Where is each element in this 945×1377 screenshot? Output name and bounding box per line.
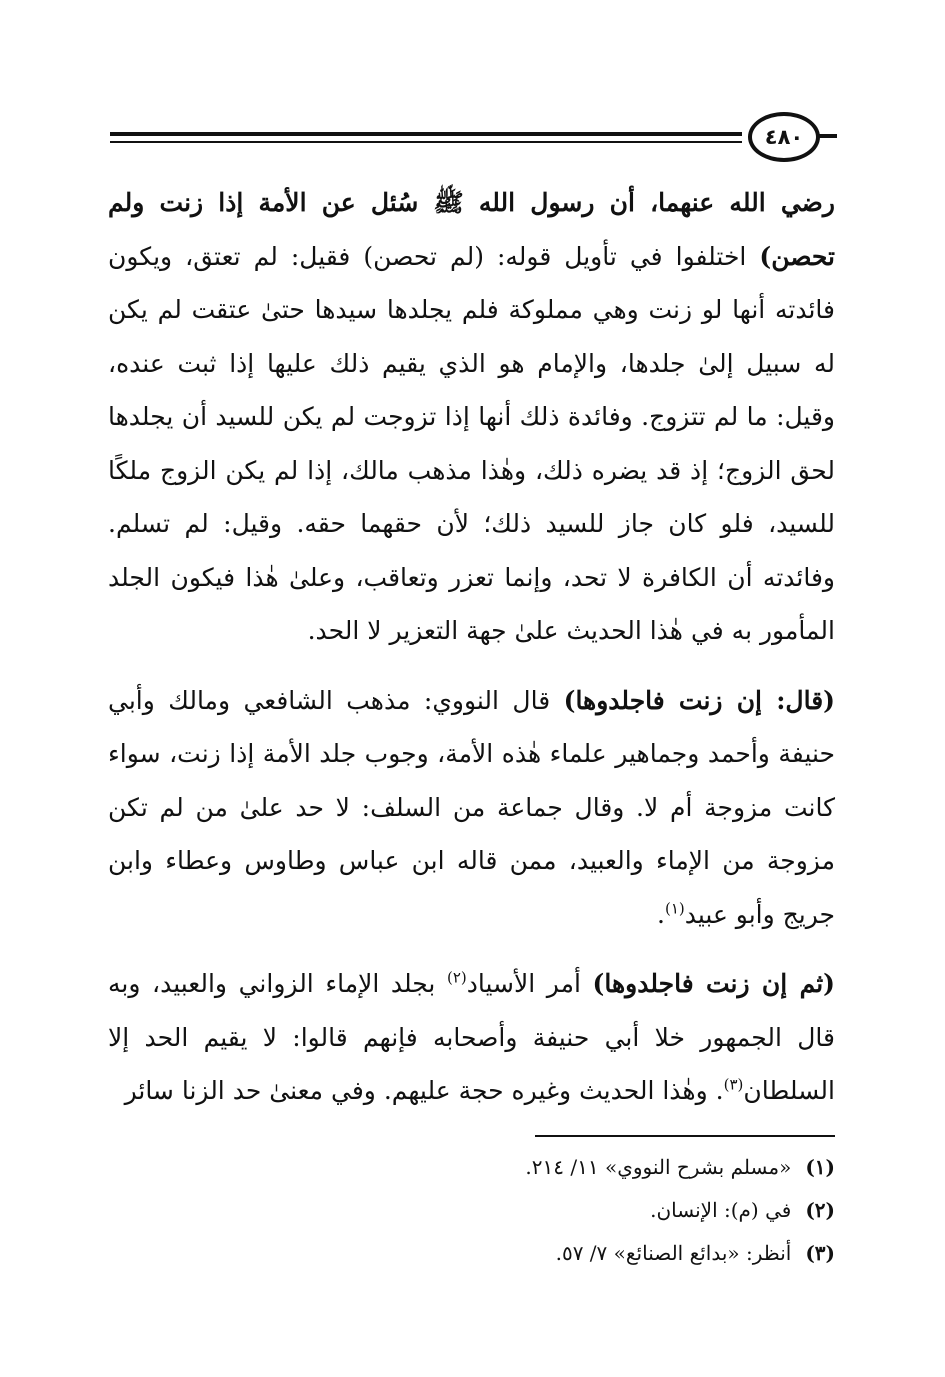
footnote-1: [108, 1146, 835, 1189]
header-rule-thin: [110, 141, 742, 143]
footnote-separator: [535, 1135, 835, 1137]
paragraph-2-lead: (قال: إن زنت فاجلدوها): [563, 685, 835, 715]
footnote-text: في (م): الإنسان.: [650, 1198, 792, 1222]
paragraph-1-lead: رضي الله عنهما، أن رسول الله ﷺ سُئل عن الأمة إذا زنت ولم تحصن): [108, 188, 835, 271]
paragraph-2-tail: .: [657, 899, 665, 929]
footnote-text: أنظر: «بدائع الصنائع» ٧/ ٥٧.: [555, 1241, 792, 1265]
paragraph-3-text-c: . وهٰذا الحديث وغيره حجة عليهم. وفي معنىٰ حد الزنا سائر: [124, 1076, 724, 1105]
footnotes: [108, 1146, 835, 1275]
footnote-3: [108, 1232, 835, 1275]
paragraph-2-text: قال النووي: مذهب الشافعي ومالك وأبي حنيفة وأحمد وجماهير علماء هٰذه الأمة، وجوب جلد الأمة إذا زنت، سواء كانت مزوجة أم لا. وقال جماعة من السلف: لا حد علىٰ من لم تكن مزوجة من الإماء والعبيد، ممن قاله ابن عباس وطاوس وعطاء وابن جريج وأبو عبيد: [108, 685, 835, 929]
footnote-ref-1: (١): [664, 899, 685, 918]
footnote-2: [108, 1189, 835, 1232]
footnote-ref-3: (٣): [723, 1075, 744, 1094]
header-rule-right-stub: [817, 134, 837, 138]
paragraph-1-text: اختلفوا في تأويل قوله: (لم تحصن) فقيل: لم تعتق، ويكون فائدته أنها لو زنت وهي مملوكة فلم يجلدها سيدها حتىٰ عتقت لم يكن له سبيل إلىٰ جلدها، والإمام هو الذي يقيم ذلك عليها إذا ثبت عنده، وقيل: ما لم تتزوج. وفائدة ذلك أنها إذا تزوجت لم يكن للسيد أن يجلدها لحق الزوج؛ إذ قد يضره ذلك، وهٰذا مذهب مالك، إذا لم يكن الزوج ملكًا للسيد، فلو كان جاز للسيد ذلك؛ لأن حقهما حقه. وقيل: لم تسلم. وفائدته أن الكافرة لا تحد، وإنما تعزر وتعاقب، وعلىٰ هٰذا فيكون الجلد المأمور به في هٰذا الحديث علىٰ جهة التعزير لا الحد.: [108, 241, 835, 645]
header-rule-thick: [110, 132, 742, 136]
paragraph-2: [108, 674, 835, 942]
footnote-number: (٢): [805, 1198, 835, 1222]
paragraph-1: [108, 176, 835, 658]
footnote-ref-2: (٢): [446, 968, 467, 987]
main-text: [108, 176, 835, 1118]
footnote-text: «مسلم بشرح النووي» ١١/ ٢١٤.: [525, 1155, 792, 1179]
footnote-number: (١): [805, 1155, 835, 1179]
page-number-badge: [748, 112, 820, 162]
footnote-number: (٣): [805, 1241, 835, 1265]
paragraph-3-text-b: بجلد الإماء الزواني والعبيد، وبه قال الجمهور خلا أبي حنيفة وأصحابه فإنهم قالوا: لا يقيم الحد إلا السلطان: [108, 969, 835, 1105]
page-number: ٤٨٠: [764, 125, 804, 149]
paragraph-3: [108, 957, 835, 1118]
paragraph-3-lead: (ثم إن زنت فاجلدوها): [592, 969, 835, 998]
page-header: [110, 112, 837, 172]
paragraph-3-text-a: أمر الأسياد: [466, 969, 593, 998]
